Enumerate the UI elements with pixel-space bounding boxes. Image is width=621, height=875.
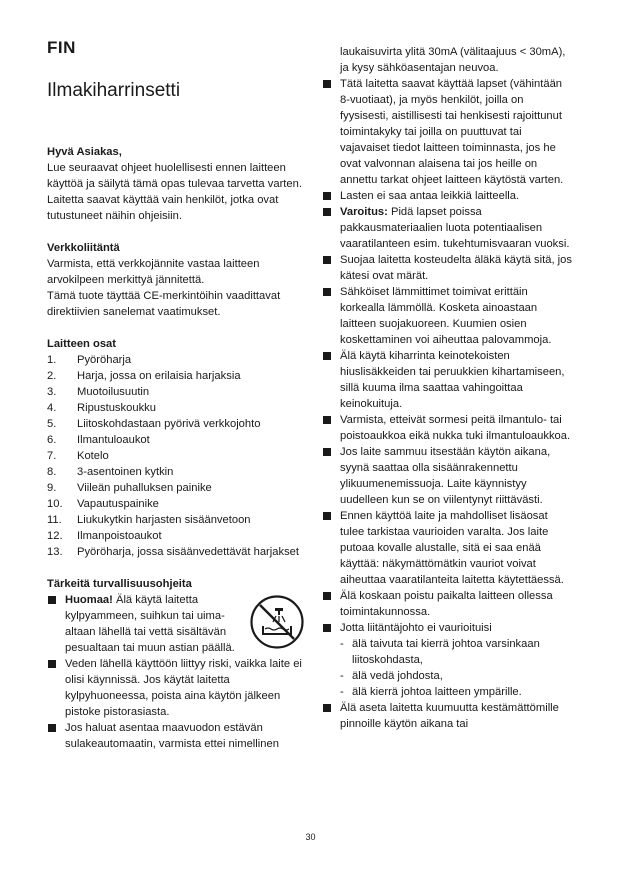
bullet-square-icon [323, 704, 331, 712]
bullet-square-icon [48, 596, 56, 604]
greeting-heading: Hyvä Asiakas, [47, 146, 122, 158]
power-heading: Verkkoliitäntä [47, 242, 120, 254]
cord-sublist [340, 636, 574, 700]
right-column [322, 44, 574, 732]
safety-item [47, 656, 307, 720]
parts-item-number: 2. [47, 370, 57, 382]
parts-item-number: 7. [47, 450, 57, 462]
parts-item [47, 480, 307, 496]
cord-item-dash: - [340, 638, 344, 650]
safety-item [322, 412, 574, 444]
cord-item [340, 684, 574, 700]
safety-list-left [47, 592, 307, 752]
parts-item [47, 400, 307, 416]
safety-item-text: Älä aseta laitetta kuumuutta kestämättömille pinnoille käytön aikana tai [340, 702, 559, 730]
bullet-square-icon [323, 256, 331, 264]
safety-item [322, 444, 574, 508]
cord-item-dash: - [340, 686, 344, 698]
parts-item-label: Kotelo [77, 450, 109, 462]
parts-item-label: Vapautuspainike [77, 498, 159, 510]
language-code: FIN [47, 38, 76, 57]
safety-item-text: Varmista, etteivät sormesi peitä ilmantulo- tai poistoaukkoa eikä nukka tuki ilmantuloaukkoa. [340, 414, 571, 442]
parts-item-label: Harja, jossa on erilaisia harjaksia [77, 370, 241, 382]
no-shower-bath-icon [249, 594, 305, 650]
bullet-square-icon [323, 592, 331, 600]
safety-item [47, 720, 307, 752]
parts-item-label: Ilmanpoistoaukot [77, 530, 162, 542]
safety-item [322, 188, 574, 204]
cord-item-dash: - [340, 670, 344, 682]
safety-item-text: Jos laite sammuu itsestään käytön aikana, syynä saattaa olla sisäänrakennettu ylikuumenemissuoja. Laite käynnistyy uudelleen kun se on viilentynyt riittävästi. [340, 446, 551, 506]
bullet-square-icon [48, 660, 56, 668]
safety-item-text: Jotta liitäntäjohto ei vaurioituisi [340, 622, 492, 634]
bullet-square-icon [323, 448, 331, 456]
parts-item [47, 528, 307, 544]
bullet-square-icon [323, 352, 331, 360]
parts-list [47, 352, 307, 560]
parts-item-number: 3. [47, 386, 57, 398]
bullet-square-icon [323, 192, 331, 200]
safety-continuation: laukaisuvirta ylitä 30mA (välitaajuus < 30mA), ja kysy sähköasentajan neuvoa. [340, 46, 566, 74]
safety-item [322, 284, 574, 348]
safety-heading: Tärkeitä turvallisuusohjeita [47, 578, 192, 590]
safety-item [322, 348, 574, 412]
safety-item-text: Jos haluat asentaa maavuodon estävän sulakeautomaatin, varmista ettei nimellinen [65, 722, 279, 750]
parts-item [47, 464, 307, 480]
page-title: Ilmakiharrinsetti [47, 80, 181, 101]
cord-item [340, 636, 574, 668]
safety-item [322, 620, 574, 700]
parts-item [47, 512, 307, 528]
power-text-2: Tämä tuote täyttää CE-merkintöihin vaadittavat direktiivien sanelemat vaatimukset. [47, 290, 281, 318]
bullet-square-icon [323, 80, 331, 88]
safety-item [322, 76, 574, 188]
parts-item-number: 8. [47, 466, 57, 478]
parts-item-number: 6. [47, 434, 57, 446]
safety-item [322, 700, 574, 732]
safety-item-text: Veden lähellä käyttöön liittyy riski, vaikka laite ei olisi käynnissä. Jos käytät laitetta kylpyhuoneessa, poista aina käytön jälkeen pistoke pistorasiasta. [65, 658, 302, 718]
safety-item [322, 252, 574, 284]
parts-item [47, 496, 307, 512]
parts-item-label: Ilmantuloaukot [77, 434, 150, 446]
safety-item-text: Tätä laitetta saavat käyttää lapset (vähintään 8-vuotiaat), ja myös henkilöt, joilla on fyysisesti, aistillisesti tai henkisesti rajoittunut toimintakyky tai joilla on puuttuvat tai vajavaiset tiedot laitteen toiminnasta, jos he ovat valvonnan alaisena tai jos heille on annettu tarkat ohjeet laitteen käytöstä varten. [340, 78, 564, 186]
parts-item-number: 13. [47, 546, 63, 558]
cord-item-text: älä kierrä johtoa laitteen ympärille. [352, 686, 522, 698]
parts-item-label: 3-asentoinen kytkin [77, 466, 174, 478]
safety-list-right [322, 76, 574, 732]
bullet-square-icon [323, 416, 331, 424]
parts-item-label: Ripustuskoukku [77, 402, 156, 414]
parts-item-number: 10. [47, 498, 63, 510]
intro-text: Lue seuraavat ohjeet huolellisesti ennen laitteen käyttöä ja säilytä tämä opas tulevaa tarvetta varten. Laitetta saavat käyttää vain henkilöt, jotka ovat tutustuneet näihin ohjeisiin. [47, 162, 302, 222]
safety-item [322, 508, 574, 588]
parts-item-label: Viileän puhalluksen painike [77, 482, 212, 494]
parts-item-number: 4. [47, 402, 57, 414]
parts-item [47, 384, 307, 400]
bullet-square-icon [323, 624, 331, 632]
safety-item-text: Pidä lapset poissa pakkausmateriaalien luota potentiaalisen vaaratilanteen esim. tukehtumisvaaran vuoksi. [340, 206, 570, 250]
cord-item [340, 668, 574, 684]
parts-item [47, 352, 307, 368]
bullet-square-icon [323, 208, 331, 216]
safety-item-bold: Varoitus: [340, 206, 388, 218]
parts-item-number: 5. [47, 418, 57, 430]
safety-item-text: Ennen käyttöä laite ja mahdolliset lisäosat tulee tarkistaa vaurioiden varalta. Jos laite putoaa kovalle alustalle, sitä ei saa enää käyttää: näkymättömätkin vauriot voivat aiheuttaa vaaratilanteita laitetta käytettäessä. [340, 510, 564, 586]
safety-item [322, 588, 574, 620]
parts-item [47, 368, 307, 384]
parts-item-number: 11. [47, 514, 62, 526]
parts-item [47, 416, 307, 432]
page-number: 30 [305, 832, 316, 842]
safety-item-text: Sähköiset lämmittimet toimivat erittäin korkealla lämmöllä. Kosketa ainoastaan laitteen suojakuoreen. Kuumien osien koskettaminen voi aiheuttaa palovammoja. [340, 286, 552, 346]
safety-item-text: Lasten ei saa antaa leikkiä laitteella. [340, 190, 520, 202]
cord-item-text: älä taivuta tai kierrä johtoa varsinkaan liitoskohdasta, [352, 638, 540, 666]
safety-item-text: Älä koskaan poistu paikalta laitteen ollessa toimintakunnossa. [340, 590, 553, 618]
bullet-square-icon [323, 512, 331, 520]
parts-item [47, 432, 307, 448]
safety-item [47, 592, 307, 656]
parts-item-label: Muotoilusuutin [77, 386, 150, 398]
safety-item-bold: Huomaa! [65, 594, 113, 606]
parts-item-number: 1. [47, 354, 57, 366]
parts-item [47, 448, 307, 464]
bullet-square-icon [48, 724, 56, 732]
parts-item-number: 12. [47, 530, 63, 542]
safety-item-text: Älä käytä kiharrinta keinotekoisten hiuslisäkkeiden tai peruukkien kihartamiseen, sillä kuuma ilma saattaa vahingoittaa keinokuituja. [340, 350, 565, 410]
safety-item-text: Suojaa laitetta kosteudelta äläkä käytä sitä, jos kätesi ovat märät. [340, 254, 572, 282]
parts-heading: Laitteen osat [47, 338, 117, 350]
safety-item-text: Älä käytä laitetta kylpyammeen, suihkun tai uima-altaan lähellä tai vettä sisältävän pesualtaan tai muun astian päällä. [65, 594, 235, 654]
parts-item-label: Liukukytkin harjasten sisäänvetoon [77, 514, 251, 526]
parts-item [47, 544, 307, 560]
safety-item [322, 204, 574, 252]
bullet-square-icon [323, 288, 331, 296]
cord-item-text: älä vedä johdosta, [352, 670, 443, 682]
power-text-1: Varmista, että verkkojännite vastaa laitteen arvokilpeen merkittyä jännitettä. [47, 258, 260, 286]
parts-item-label: Pyöröharja [77, 354, 132, 366]
left-column [47, 40, 307, 752]
parts-item-number: 9. [47, 482, 57, 494]
parts-item-label: Pyöröharja, jossa sisäänvedettävät harjakset [77, 546, 300, 558]
parts-item-label: Liitoskohdastaan pyörivä verkkojohto [77, 418, 261, 430]
